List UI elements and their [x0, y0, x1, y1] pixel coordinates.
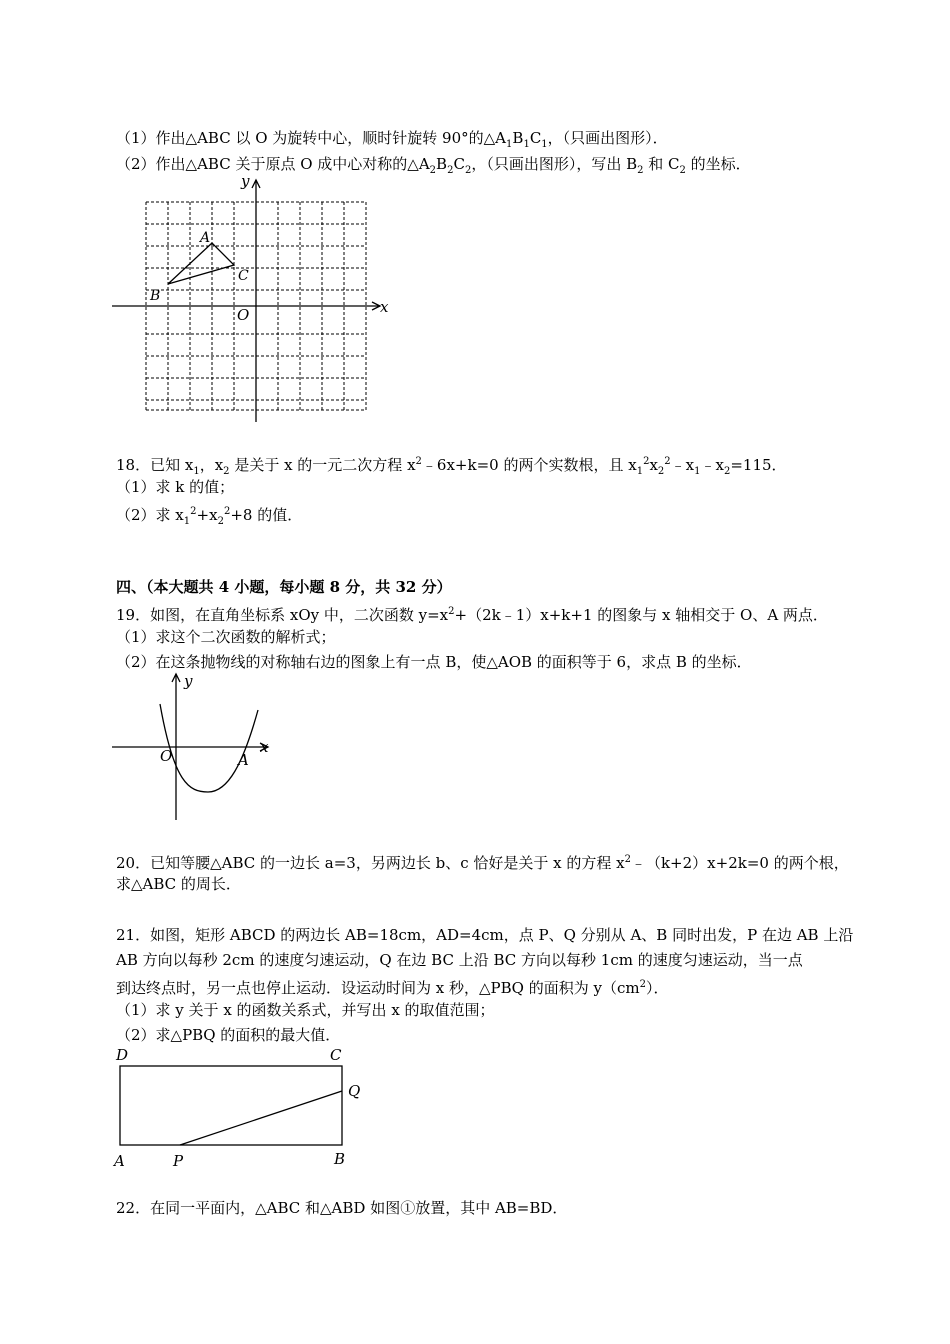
q20-line1: 20．已知等腰△ABC 的一边长 a=3，另两边长 b、c 恰好是关于 x 的方程 $x^2﹣(k+2)x+2k=0$ 的两个根， [116, 854, 849, 872]
point-b-label: B [150, 288, 161, 304]
point-a-label: A [238, 751, 249, 769]
q21-rectangle-figure [108, 1042, 368, 1172]
point-a-label: A [200, 230, 211, 246]
q17-part2: （2）作出△ABC 关于原点 O 成中心对称的$\triangle A_2B_2C_2$，（只画出图形），写出 $B_2$ 和 $C_2$ 的坐标． [116, 155, 751, 176]
point-d-label: D [116, 1046, 129, 1064]
origin-label: O [237, 306, 250, 324]
x-axis-label: x [380, 298, 389, 316]
q19-stem: 19．如图，在直角坐标系 xOy 中，二次函数 $y=x^2+(2k﹣1)x+k+1$ 的图象与 x 轴相交于 O、A 两点． [116, 606, 828, 624]
point-c-label: C [330, 1046, 342, 1064]
q17-grid-figure [108, 172, 398, 424]
q21-part1: （1）求 y 关于 x 的函数关系式，并写出 x 的取值范围； [116, 1001, 495, 1019]
point-c-label: C [238, 268, 249, 284]
q18-part1: （1）求 k 的值； [116, 478, 235, 496]
q21-part2: （2）求△PBQ 的面积的最大值． [116, 1026, 341, 1044]
section-heading: 四、（本大题共 4 小题，每小题 8 分，共 32 分） [116, 578, 452, 596]
point-p-label: P [173, 1152, 184, 1170]
y-axis-label: y [184, 672, 193, 690]
x-axis-label: x [260, 738, 269, 756]
point-q-label: Q [348, 1082, 361, 1100]
q18-stem: 18．已知 $x_1$，$x_2$ 是关于 x 的一元二次方程 $x^2﹣6x+k=0$ 的两个实数根，且 $x_1^2x_2^2﹣x_1﹣x_2=115$． [116, 456, 787, 477]
q21-line1: 21．如图，矩形 ABCD 的两边长 AB=18cm，AD=4cm，点 P、Q 分别从 A、B 同时出发，P 在边 AB 上沿 [116, 926, 854, 944]
y-axis-label: y [241, 172, 250, 190]
q18-part2: （2）求 $x_1^2+x_2^2+8$ 的值． [116, 506, 303, 527]
origin-label: O [160, 747, 173, 765]
point-a-label: A [114, 1152, 125, 1170]
q19-part2: （2）在这条抛物线的对称轴右边的图象上有一点 B，使△AOB 的面积等于 6，求点 B 的坐标． [116, 653, 752, 671]
q21-line2: AB 方向以每秒 2cm 的速度匀速运动，Q 在边 BC 上沿 BC 方向以每秒 1cm 的速度匀速运动，当一点 [116, 951, 803, 969]
q20-line2: 求△ABC 的周长． [116, 875, 241, 893]
q19-part1: （1）求这个二次函数的解析式； [116, 628, 336, 646]
q21-line3: 到达终点时，另一点也停止运动．设运动时间为 x 秒，△PBQ 的面积为 $y(cm^2)$． [116, 979, 669, 997]
q17-part1: （1）作出△ABC 以 O 为旋转中心，顺时针旋转 90°的$\triangle A_1B_1C_1$，（只画出图形）． [116, 129, 668, 150]
point-b-label: B [334, 1150, 346, 1168]
q19-parabola-figure [108, 670, 278, 822]
q22-stem: 22．在同一平面内，△ABC 和△ABD 如图①放置，其中 AB=BD． [116, 1199, 568, 1217]
